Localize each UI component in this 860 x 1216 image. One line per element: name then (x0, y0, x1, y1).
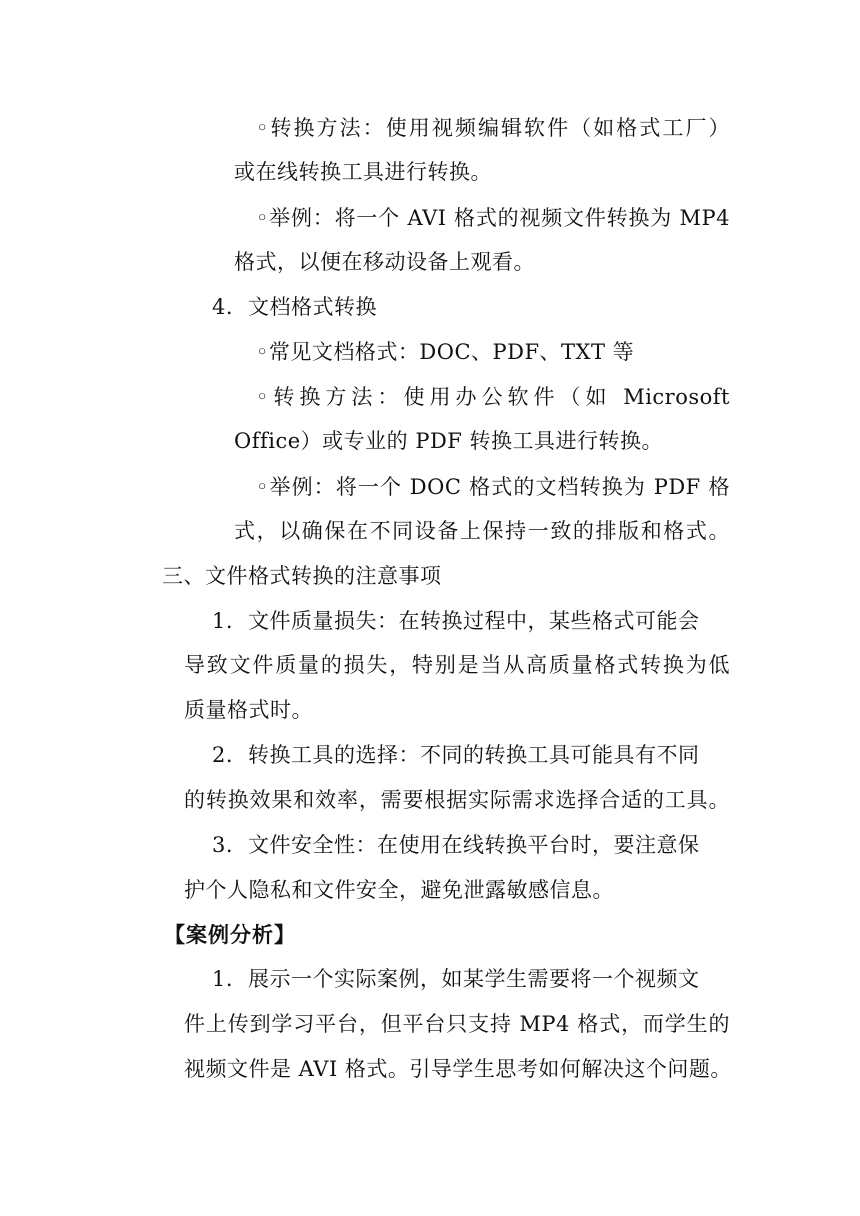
list-item (212, 606, 730, 636)
case-analysis-heading: 【案例分析】 (164, 923, 296, 947)
paragraph-line: 格式，以便在移动设备上观看。 (234, 250, 535, 274)
paragraph-line: 件上传到学习平台，但平台只支持 MP4 格式，而学生的 (184, 1012, 730, 1036)
list-item-heading (212, 292, 377, 322)
paragraph-line: ◦常见文档格式：DOC、PDF、TXT 等 (256, 340, 635, 364)
paragraph-line: Office）或专业的 PDF 转换工具进行转换。 (234, 429, 664, 453)
paragraph-line: 或在线转换工具进行转换。 (234, 160, 492, 184)
list-number: 3. (212, 833, 234, 857)
paragraph-line: 导致文件质量的损失，特别是当从高质量格式转换为低 (184, 653, 730, 677)
list-item-text: 展示一个实际案例，如某学生需要将一个视频文 (248, 967, 700, 991)
paragraph-line: 视频文件是 AVI 格式。引导学生思考如何解决这个问题。 (184, 1057, 732, 1081)
list-item (212, 740, 730, 770)
paragraph-line: ◦转换方法：使用办公软件（如 Microsoft (256, 385, 730, 409)
list-item-label: 文档格式转换 (248, 295, 377, 319)
list-number: 4. (212, 295, 234, 319)
list-number: 1. (212, 609, 234, 633)
paragraph-line: ◦举例：将一个 AVI 格式的视频文件转换为 MP4 (256, 206, 730, 230)
list-item (212, 964, 730, 994)
paragraph-line: 护个人隐私和文件安全，避免泄露敏感信息。 (184, 878, 614, 902)
list-item-text: 文件安全性：在使用在线转换平台时，要注意保 (248, 833, 700, 857)
paragraph-line: ◦举例：将一个 DOC 格式的文档转换为 PDF 格 (256, 475, 730, 499)
list-number: 1. (212, 967, 234, 991)
list-number: 2. (212, 743, 234, 767)
paragraph-line: 式，以确保在不同设备上保持一致的排版和格式。 (234, 519, 730, 543)
paragraph-line: 质量格式时。 (184, 698, 313, 722)
paragraph-line: ◦转换方法：使用视频编辑软件（如格式工厂） (256, 116, 730, 140)
paragraph-line: 的转换效果和效率，需要根据实际需求选择合适的工具。 (184, 788, 730, 812)
list-item (212, 830, 730, 860)
list-item-text: 文件质量损失：在转换过程中，某些格式可能会 (248, 609, 700, 633)
section-heading: 三、文件格式转换的注意事项 (162, 564, 442, 588)
list-item-text: 转换工具的选择：不同的转换工具可能具有不同 (248, 743, 700, 767)
